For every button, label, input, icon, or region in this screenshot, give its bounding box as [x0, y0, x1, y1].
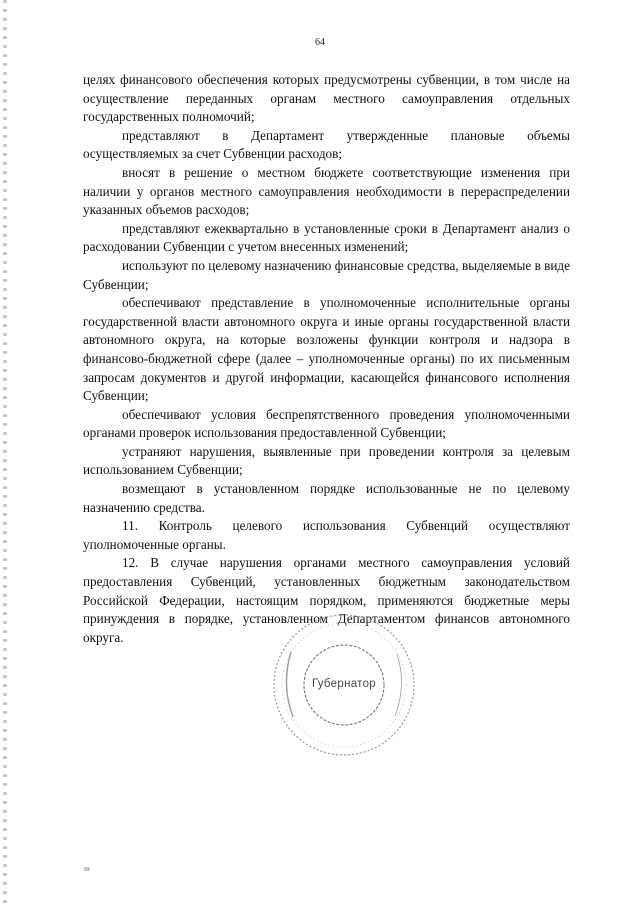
paragraph: вносят в решение о местном бюджете соответствующие изменения при наличии у органов местного самоуправления необходимости в перераспределении указанных объемов расходов;	[83, 164, 570, 218]
scan-edge-marks	[3, 0, 7, 905]
official-seal	[271, 612, 417, 758]
seal-label: Губернатор	[311, 678, 376, 690]
document-body	[83, 71, 570, 647]
paragraph: используют по целевому назначению финансовые средства, выделяемые в виде Субвенции;	[83, 257, 570, 292]
paragraph: устраняют нарушения, выявленные при проведении контроля за целевым использованием Субвенции;	[83, 443, 570, 478]
scan-footer-mark: ııı	[84, 866, 90, 873]
paragraph: 11. Контроль целевого использования Субвенций осуществляют уполномоченные органы.	[83, 518, 570, 552]
paragraph: возмещают в установленном порядке использованные не по целевому назначению средства.	[83, 481, 570, 515]
paragraph: обеспечивают представление в уполномоченные исполнительные органы государственной власти автономного округа и иные органы государственной власти автономного округа, на которые возложены функции контроля и надзора в финансово-бюджетной сфере (далее – уполномоченные органы) по их письменным запросам документов и другой информации, касающейся финансового исполнения Субвенции;	[83, 295, 570, 404]
paragraph: 12. В случае нарушения органами местного самоуправления условий предоставления Субвенций, установленных бюджетным законодательством Российской Федерации, настоящим порядком, применяются бюджетные меры принуждения в порядке, установленном Департаментом финансов автономного округа.	[83, 555, 570, 645]
paragraph: обеспечивают условия беспрепятственного проведения уполномоченными органами проверок использования предоставленной Субвенции;	[83, 406, 570, 441]
paragraph: целях финансового обеспечения которых предусмотрены субвенции, в том числе на осуществление переданных органам местного самоуправления отдельных государственных полномочий;	[83, 72, 570, 125]
page-number: 64	[315, 37, 325, 48]
paragraph: представляют ежеквартально в установленные сроки в Департамент анализ о расходовании Субвенции с учетом внесенных изменений;	[83, 220, 570, 255]
paragraph: представляют в Департамент утвержденные плановые объемы осуществляемых за счет Субвенции расходов;	[83, 127, 570, 162]
